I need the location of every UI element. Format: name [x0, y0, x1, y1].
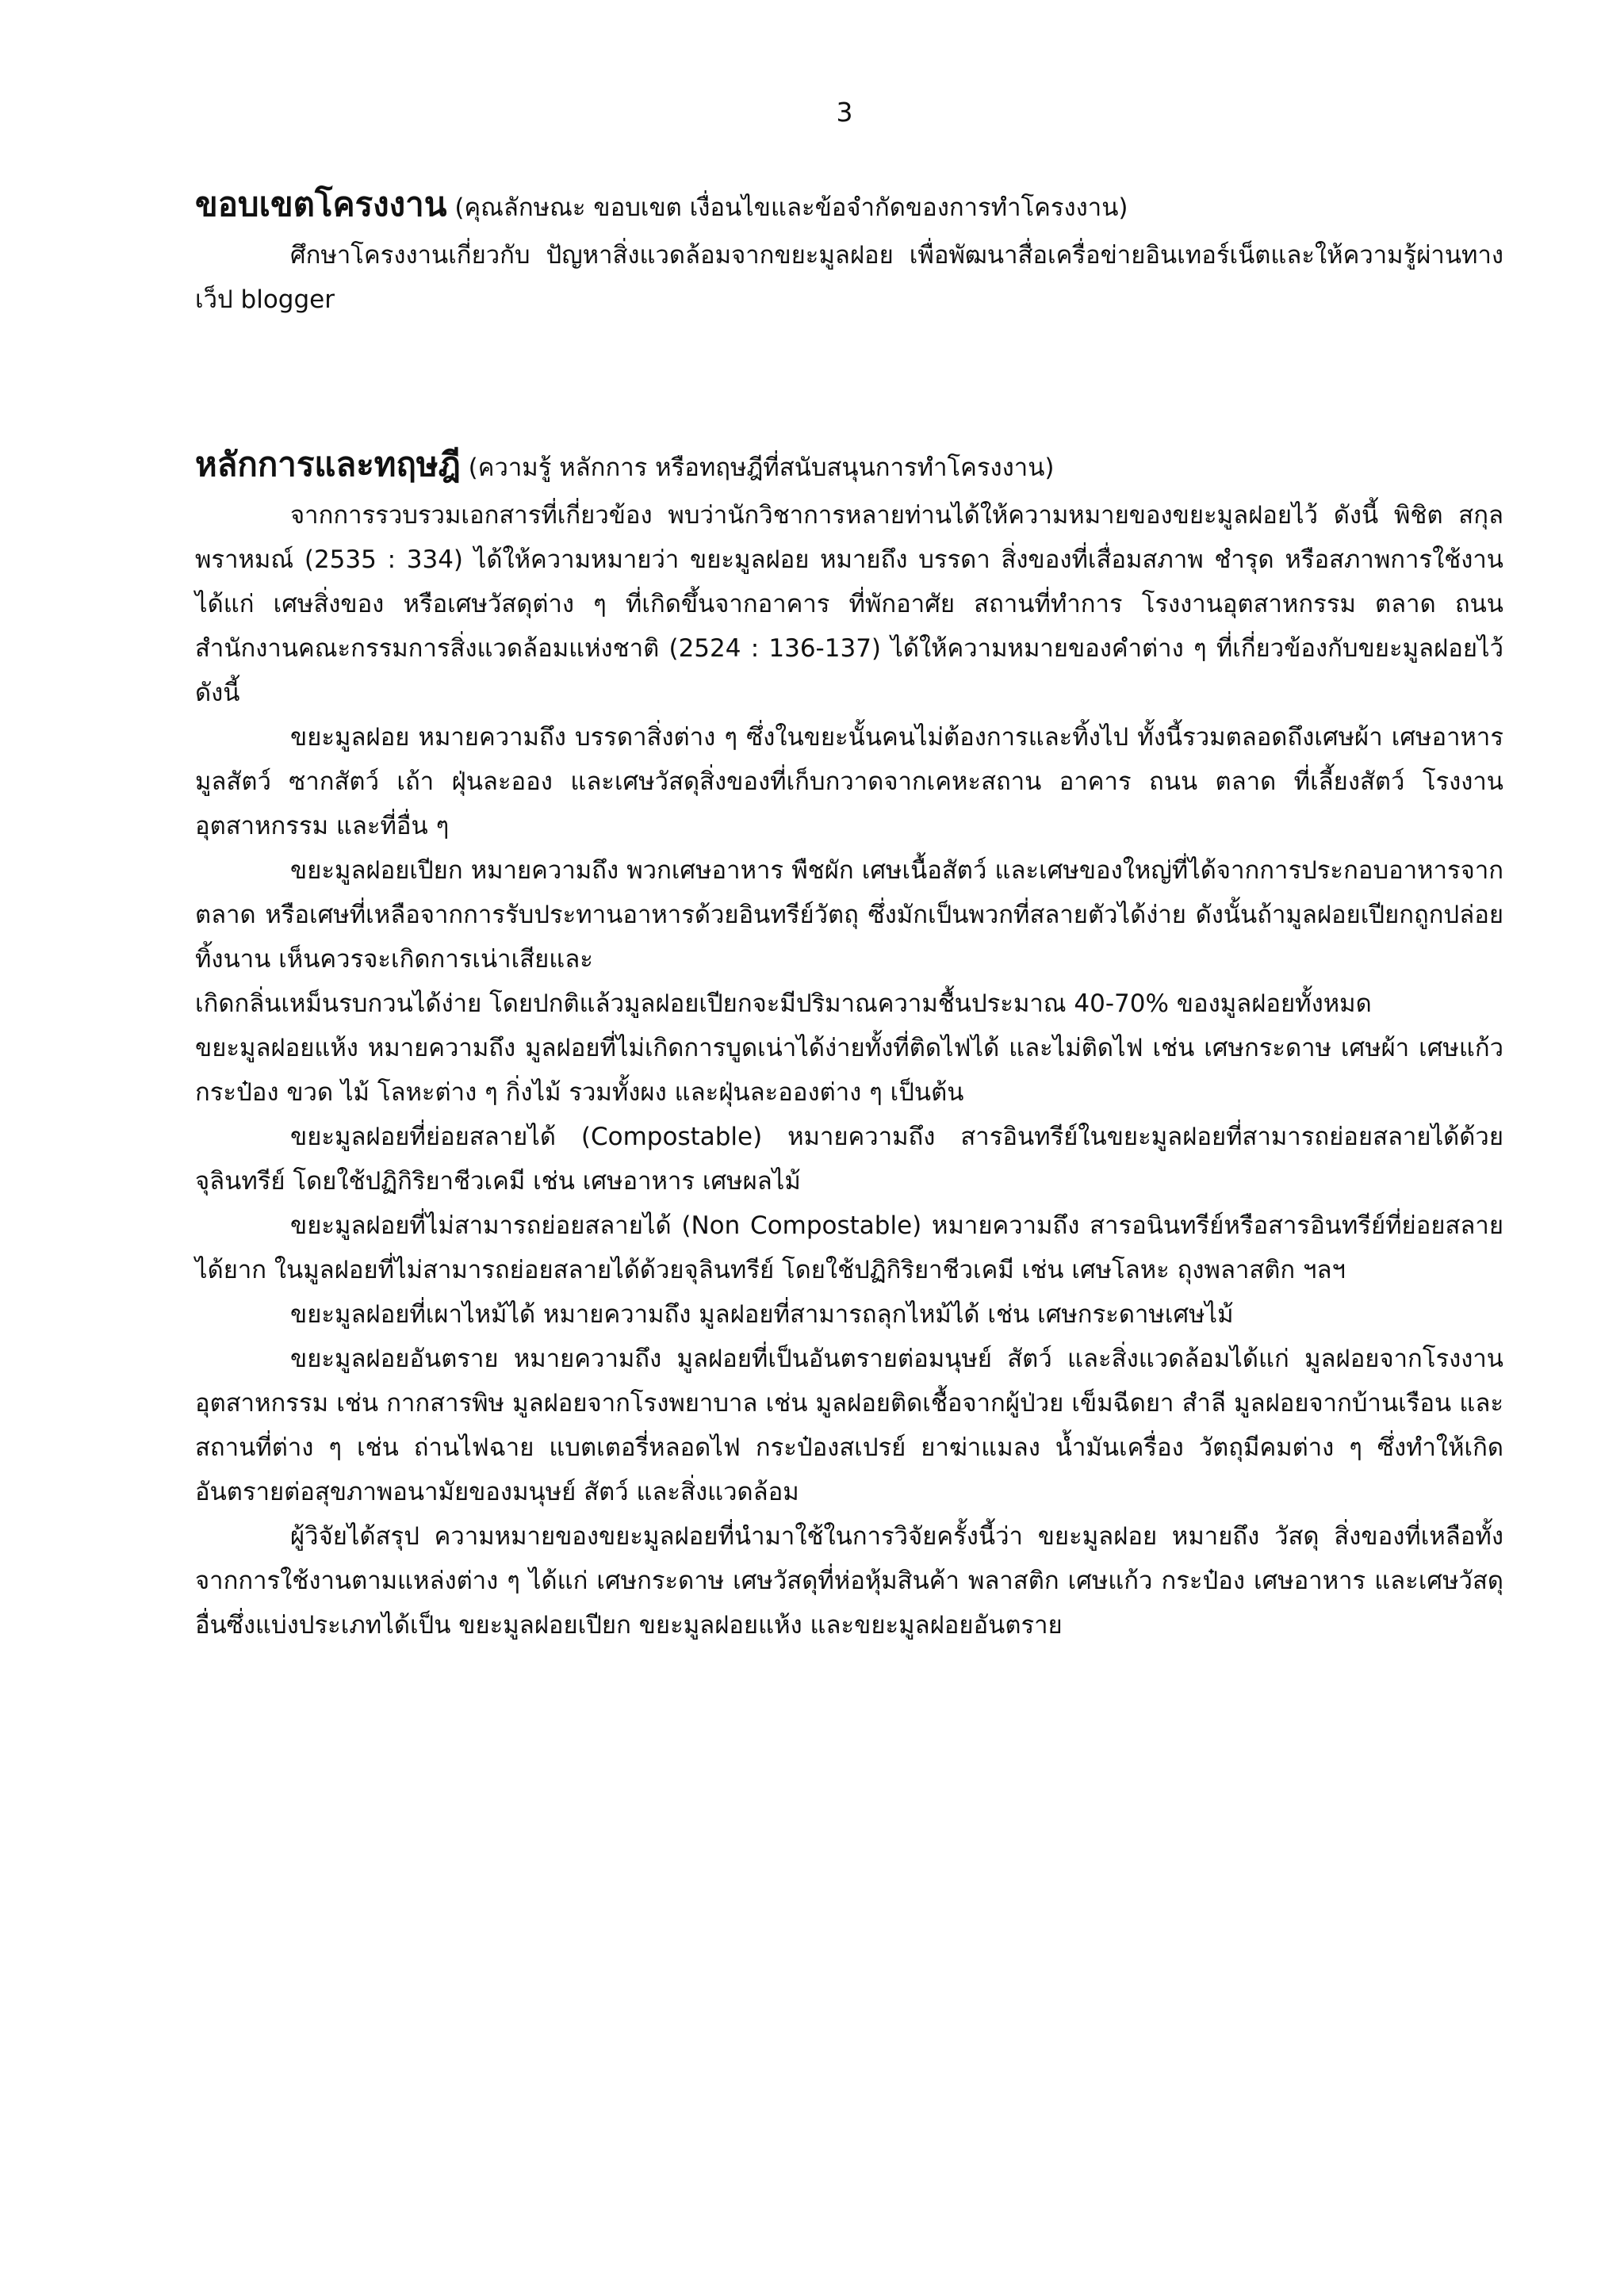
section-scope — [195, 179, 1503, 322]
paragraph: ขยะมูลฝอยที่เผาไหม้ได้ หมายความถึง มูลฝอยที่สามารถลุกไหม้ได้ เช่น เศษกระดาษเศษไม้ — [290, 1300, 1234, 1329]
section-heading: ขอบเขตโครงงาน — [195, 185, 447, 224]
page-number: 3 — [836, 97, 853, 128]
page-content — [195, 179, 1503, 1647]
section-heading-row — [195, 179, 1503, 233]
paragraph: ผู้วิจัยได้สรุป ความหมายของขยะมูลฝอยที่นำมาใช้ในการวิจัยครั้งนี้ว่า ขยะมูลฝอย หมายถึง วัสดุ สิ่งของที่เหลือทั้งจากการใช้งานตามแหล่งต่าง ๆ ได้แก่ เศษกระดาษ เศษวัสดุที่ห่อหุ้มสินค้า พลาสติก เศษแก้ว กระป๋อง เศษอาหาร และเศษวัสดุอื่นซึ่งแบ่งประเภทได้เป็น ขยะมูลฝอยเปียก ขยะมูลฝอยแห้ง และขยะมูลฝอยอันตราย — [195, 1522, 1503, 1640]
paragraph: ขยะมูลฝอยแห้ง หมายความถึง มูลฝอยที่ไม่เกิดการบูดเน่าได้ง่ายทั้งที่ติดไฟได้ และไม่ติดไฟ เช่น เศษกระดาษ เศษผ้า เศษแก้ว กระป๋อง ขวด ไม้ โลหะต่าง ๆ กิ่งไม้ รวมทั้งผง และฝุ่นละอองต่าง ๆ เป็นต้น — [195, 1034, 1503, 1107]
paragraph: ศึกษาโครงงานเกี่ยวกับ ปัญหาสิ่งแวดล้อมจากขยะมูลฝอย เพื่อพัฒนาสื่อเครื่อข่ายอินเทอร์เน็ตและให้ความรู้ผ่านทาง เว็ป blogger — [195, 241, 1503, 314]
paragraph: ขยะมูลฝอยอันตราย หมายความถึง มูลฝอยที่เป็นอันตรายต่อมนุษย์ สัตว์ และสิ่งแวดล้อมได้แก่ มูลฝอยจากโรงงานอุตสาหกรรม เช่น กากสารพิษ มูลฝอยจากโรงพยาบาล เช่น มูลฝอยติดเชื้อจากผู้ป่วย เข็มฉีดยา สำลี มูลฝอยจากบ้านเรือน และสถานที่ต่าง ๆ เช่น ถ่านไฟฉาย แบตเตอรี่หลอดไฟ กระป๋องสเปรย์ ยาฆ่าแมลง น้ำมันเครื่อง วัตถุมีคมต่าง ๆ ซึ่งทำให้เกิดอันตรายต่อสุขภาพอนามัยของมนุษย์ สัตว์ และสิ่งแวดล้อม — [195, 1345, 1503, 1506]
section-heading: หลักการและทฤษฎี — [195, 445, 461, 484]
paragraph: ขยะมูลฝอยเปียก หมายความถึง พวกเศษอาหาร พืชผัก เศษเนื้อสัตว์ และเศษของใหญ่ที่ได้จากการประกอบอาหารจากตลาด หรือเศษที่เหลือจากการรับประทานอาหารด้วยอินทรีย์วัตถุ ซึ่งมักเป็นพวกที่สลายตัวได้ง่าย ดังนั้นถ้ามูลฝอยเปียกถูกปล่อยทิ้งนาน เห็นควรจะเกิดการเน่าเสียและ — [195, 856, 1503, 974]
paragraph: จากการรวบรวมเอกสารที่เกี่ยวข้อง พบว่านักวิชาการหลายท่านได้ให้ความหมายของขยะมูลฝอยไว้ ดังนี้ พิชิต สกุลพราหมณ์ (2535 : 334) ได้ให้ความหมายว่า ขยะมูลฝอย หมายถึง บรรดา สิ่งของที่เสื่อมสภาพ ชำรุด หรือสภาพการใช้งาน ได้แก่ เศษสิ่งของ หรือเศษวัสดุต่าง ๆ ที่เกิดขึ้นจากอาคาร ที่พักอาศัย สถานที่ทำการ โรงงานอุตสาหกรรม ตลาด ถนน สำนักงานคณะกรรมการสิ่งแวดล้อมแห่งชาติ (2524 : 136-137) ได้ให้ความหมายของคำต่าง ๆ ที่เกี่ยวข้องกับขยะมูลฝอยไว้ ดังนี้ — [195, 501, 1503, 707]
paragraph: ขยะมูลฝอยที่ไม่สามารถย่อยสลายได้ (Non Compostable) หมายความถึง สารอนินทรีย์หรือสารอินทรีย์ที่ย่อยสลายได้ยาก ในมูลฝอยที่ไม่สามารถย่อยสลายได้ด้วยจุลินทรีย์ โดยใช้ปฏิกิริยาชีวเคมี เช่น เศษโลหะ ถุงพลาสติก ฯลฯ — [195, 1211, 1503, 1284]
section-heading-row — [195, 439, 1503, 493]
section-spacer — [195, 322, 1503, 439]
section-heading-note: (ความรู้ หลักการ หรือทฤษฎีที่สนับสนุนการทำโครงงาน) — [468, 453, 1055, 482]
section-theory — [195, 439, 1503, 1647]
paragraph: ขยะมูลฝอยที่ย่อยสลายได้ (Compostable) หมายความถึง สารอินทรีย์ในขยะมูลฝอยที่สามารถย่อยสลายได้ด้วยจุลินทรีย์ โดยใช้ปฏิกิริยาชีวเคมี เช่น เศษอาหาร เศษผลไม้ — [195, 1123, 1503, 1196]
paragraph: ขยะมูลฝอย หมายความถึง บรรดาสิ่งต่าง ๆ ซึ่งในขยะนั้นคนไม่ต้องการและทิ้งไป ทั้งนี้รวมตลอดถึงเศษผ้า เศษอาหาร มูลสัตว์ ซากสัตว์ เถ้า ฝุ่นละออง และเศษวัสดุสิ่งของที่เก็บกวาดจากเคหะสถาน อาคาร ถนน ตลาด ที่เลี้ยงสัตว์ โรงงานอุตสาหกรรม และที่อื่น ๆ — [195, 723, 1503, 840]
section-heading-note: (คุณลักษณะ ขอบเขต เงื่อนไขและข้อจำกัดของการทำโครงงาน) — [454, 193, 1128, 222]
paragraph: เกิดกลิ่นเหม็นรบกวนได้ง่าย โดยปกติแล้วมูลฝอยเปียกจะมีปริมาณความชื้นประมาณ 40-70% ของมูลฝอยทั้งหมด — [195, 989, 1372, 1018]
